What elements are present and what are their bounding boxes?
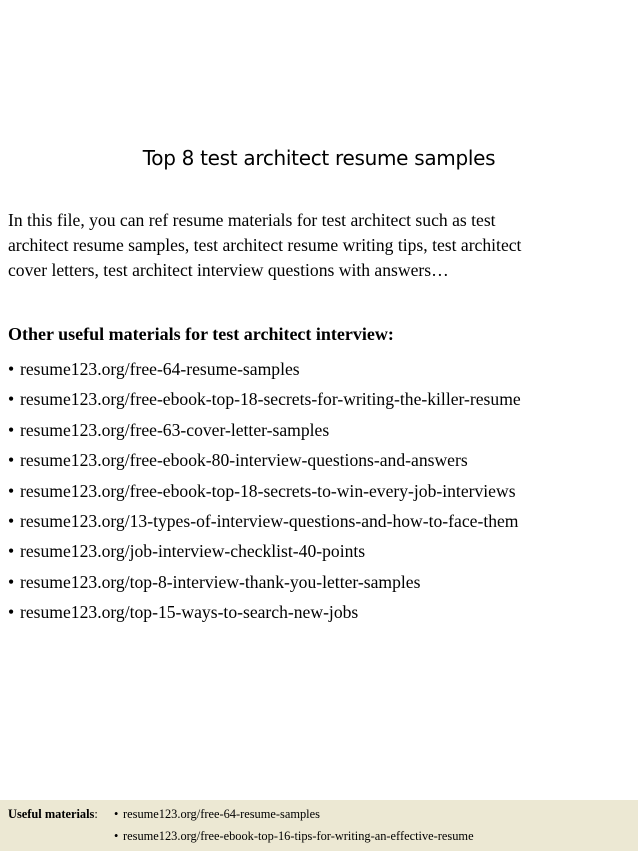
list-item: [8, 597, 521, 627]
bullet: •: [114, 807, 119, 821]
resource-link[interactable]: resume123.org/job-interview-checklist-40-points: [20, 541, 366, 562]
list-item: [8, 476, 521, 506]
footer-link[interactable]: resume123.org/free-ebook-top-16-tips-for-writing-an-effective-resume: [123, 829, 474, 843]
list-item: [8, 567, 521, 597]
footer-link[interactable]: resume123.org/free-64-resume-samples: [123, 807, 320, 821]
bullet: •: [8, 541, 15, 562]
bullet: •: [8, 389, 15, 410]
intro-paragraph: [8, 208, 634, 283]
footer-list-item: [114, 807, 474, 829]
materials-heading: Other useful materials for test architect interview:: [8, 324, 394, 344]
resource-link[interactable]: resume123.org/free-64-resume-samples: [20, 359, 300, 379]
resource-link[interactable]: resume123.org/13-types-of-interview-questions-and-how-to-face-them: [20, 510, 519, 531]
list-item: [8, 536, 521, 566]
footer-list-item: [114, 829, 474, 851]
footer-bar: [0, 800, 638, 851]
footer-links-list: [114, 807, 474, 851]
resource-link[interactable]: resume123.org/free-ebook-80-interview-questions-and-answers: [20, 450, 468, 471]
bullet: •: [8, 419, 15, 440]
list-item: [8, 506, 521, 536]
resource-link[interactable]: resume123.org/top-8-interview-thank-you-letter-samples: [20, 571, 421, 592]
resource-link[interactable]: resume123.org/free-ebook-top-18-secrets-to-win-every-job-interviews: [20, 480, 516, 501]
footer-label-text: Useful materials: [8, 807, 95, 821]
list-item: [8, 384, 521, 414]
list-item: [8, 415, 521, 445]
page-title: Top 8 test architect resume samples: [142, 146, 496, 170]
resource-link[interactable]: resume123.org/top-15-ways-to-search-new-jobs: [20, 602, 359, 623]
footer-label: [8, 807, 98, 822]
bullet: •: [8, 450, 15, 471]
list-item: [8, 354, 521, 384]
footer-label-separator: :: [94, 807, 98, 821]
bullet: •: [8, 359, 15, 379]
bullet: •: [8, 480, 15, 501]
intro-line: In this file, you can ref resume materials for test architect such as test: [8, 210, 496, 230]
intro-line: architect resume samples, test architect resume writing tips, test architect: [8, 235, 522, 255]
resource-link[interactable]: resume123.org/free-ebook-top-18-secrets-for-writing-the-killer-resume: [20, 389, 521, 410]
resource-link[interactable]: resume123.org/free-63-cover-letter-samples: [20, 419, 330, 440]
bullet: •: [8, 510, 15, 531]
intro-line: cover letters, test architect interview questions with answers…: [8, 260, 449, 280]
materials-list: [8, 354, 521, 628]
bullet: •: [8, 571, 15, 592]
bullet: •: [8, 602, 15, 623]
bullet: •: [114, 829, 119, 843]
list-item: [8, 445, 521, 475]
